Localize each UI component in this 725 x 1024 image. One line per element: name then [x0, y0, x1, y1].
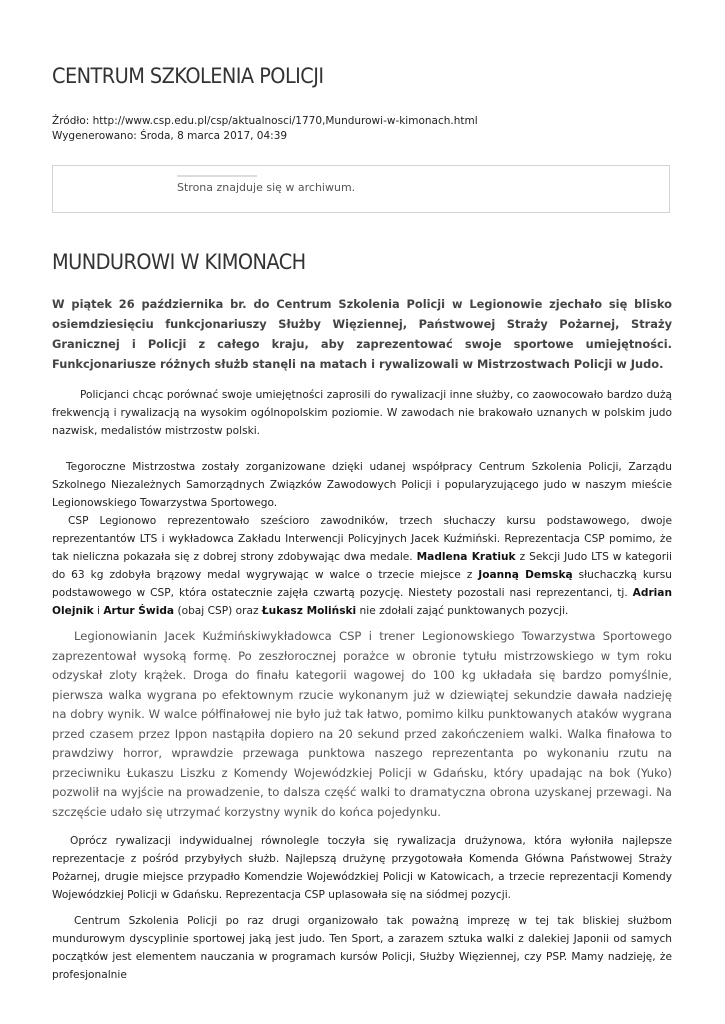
name-lukasz-molinski: Łukasz Moliński	[261, 605, 357, 617]
name-joanna-demska: Joanną Demską	[478, 569, 573, 581]
name-adrian-olejnik: Adrian Olejnik	[52, 587, 672, 617]
p3-text-3: słuchaczką kursu podstawowego w CSP, która ostatecznie zajęła czwartą pozycję. Niestety pozostali nasi reprezentanci, tj.	[52, 569, 672, 599]
source-line: Źródło: http://www.csp.edu.pl/csp/aktualnosci/1770,Mundurowi-w-kimonach.html	[52, 115, 478, 127]
p3-text-2: z Sekcji Judo LTS w kategorii do 63 kg zdobyła brązowy medal wygrywając w walce o trzecie miejsce z	[52, 551, 672, 581]
p3-text-6: nie zdołali zająć punktowanych pozycji.	[356, 605, 569, 617]
paragraph-6: Centrum Szkolenia Policji po raz drugi organizowało tak poważną imprezę w tej tak bliskiej służbom mundurowym dyscyplinie sportowej jaką jest judo. Ten Sport, a zarazem sztuka walki z dalekiej Japonii od samych początków jest elementem nauczania w programach kursów Policji, Służby Więziennej, czy PSP. Mamy nadzieję, że profesjonalnie	[52, 915, 672, 981]
article-lead: W piątek 26 października br. do Centrum Szkolenia Policji w Legionowie zjechało się blisko osiemdziesięciu funkcjonariuszy Służby Więziennej, Państwowej Straży Pożarnej, Straży Granicznej i Policji z całego kraju, aby zaprezentować swoje sportowe umiejętności. Funkcjonariusze różnych służb stanęli na matach i rywalizowali w Mistrzostwach Policji w Judo.	[52, 297, 672, 371]
p3-text-4: i	[93, 605, 104, 617]
generated-line: Wygenerowano: Środa, 8 marca 2017, 04:39	[52, 130, 288, 142]
paragraph-3	[52, 512, 672, 620]
name-artur-swida: Artur Świda	[103, 605, 175, 617]
archive-divider	[177, 175, 257, 177]
p3-text-1: CSP Legionowo reprezentowało sześcioro zawodników, trzech słuchaczy kursu podstawowego, dwoje reprezentantów LTS i wykładowca Zakładu Interwencji Policyjnych Jacek Kuźmiński. Reprezentacja CSP pomimo, że tak nieliczna pokazała się z dobrej strony zdobywając dwa medale.	[52, 515, 672, 563]
paragraph-2: Tegoroczne Mistrzostwa zostały zorganizowane dzięki udanej współpracy Centrum Szkolenia Policji, Zarządu Szkolnego Niezależnych Samorządnych Związków Zawodowych Policji i popularyzującego judo w naszym mieście Legionowskiego Towarzystwa Sportowego.	[52, 461, 672, 509]
name-madlena-kratiuk: Madlena Kratiuk	[416, 551, 516, 563]
article-title: MUNDUROWI W KIMONACH	[52, 250, 306, 274]
site-title: CENTRUM SZKOLENIA POLICJI	[52, 64, 324, 88]
paragraph-4: Legionowianin Jacek Kuźmińskiwykładowca CSP i trener Legionowskiego Towarzystwa Sportowego zaprezentował wysoką formę. Po zeszłorocznej porażce w obronie tytułu mistrzowskiego w tym roku odzyskał zloty krążek. Droga do finału kategorii wagowej do 100 kg układała się bardzo pomyślnie, pierwsza walka wygrana po efektownym rzucie wykonanym już w dziewiątej sekundzie dawała nadzieję na dobry wynik. W walce półfinałowej nie było już tak łatwo, pomimo kilku punktowanych ataków wygrana przed czasem przez Ippon nastąpiła dopiero na 20 sekund przed zakończeniem walki. Walka finałowa to prawdziwy horror, wprawdzie przewaga punktowa naszego reprezentanta po wykonaniu rzutu na przeciwniku Łukaszu Liszku z Komendy Wojewódzkiej Policji w Gdańsku, który upadając na bok (Yuko) pozwolił na wyjście na prowadzenie, to dalsza część walki to dramatyczna obrona uzyskanej przewagi. Na szczęście udało się utrzymać korzystny wynik do końca pojedynku.	[52, 629, 672, 819]
paragraph-5: Oprócz rywalizacji indywidualnej równolegle toczyła się rywalizacja drużynowa, która wyłoniła najlepsze reprezentacje z pośród przybyłych służb. Najlepszą drużynę przygotowała Komenda Główna Państwowej Straży Pożarnej, drugie miejsce przypadło Komendzie Wojewódzkiej Policji w Katowicach, a trzecie reprezentacji Komendy Wojewódzkiej Policji w Gdańsku. Reprezentacja CSP uplasowała się na siódmej pozycji.	[52, 835, 672, 901]
p3-text-5: (obaj CSP) oraz	[174, 605, 262, 617]
archive-notice-box	[52, 165, 670, 213]
paragraph-1: Policjanci chcąc porównać swoje umiejętności zaprosili do rywalizacji inne służby, co zaowocowało bardzo dużą frekwencją i rywalizacją na wysokim ogólnopolskim poziomie. W zawodach nie brakowało uznanych w polskim judo nazwisk, medalistów mistrzostw polski.	[52, 389, 672, 437]
archive-notice: Strona znajduje się w archiwum.	[177, 181, 356, 194]
document-meta	[52, 114, 478, 144]
